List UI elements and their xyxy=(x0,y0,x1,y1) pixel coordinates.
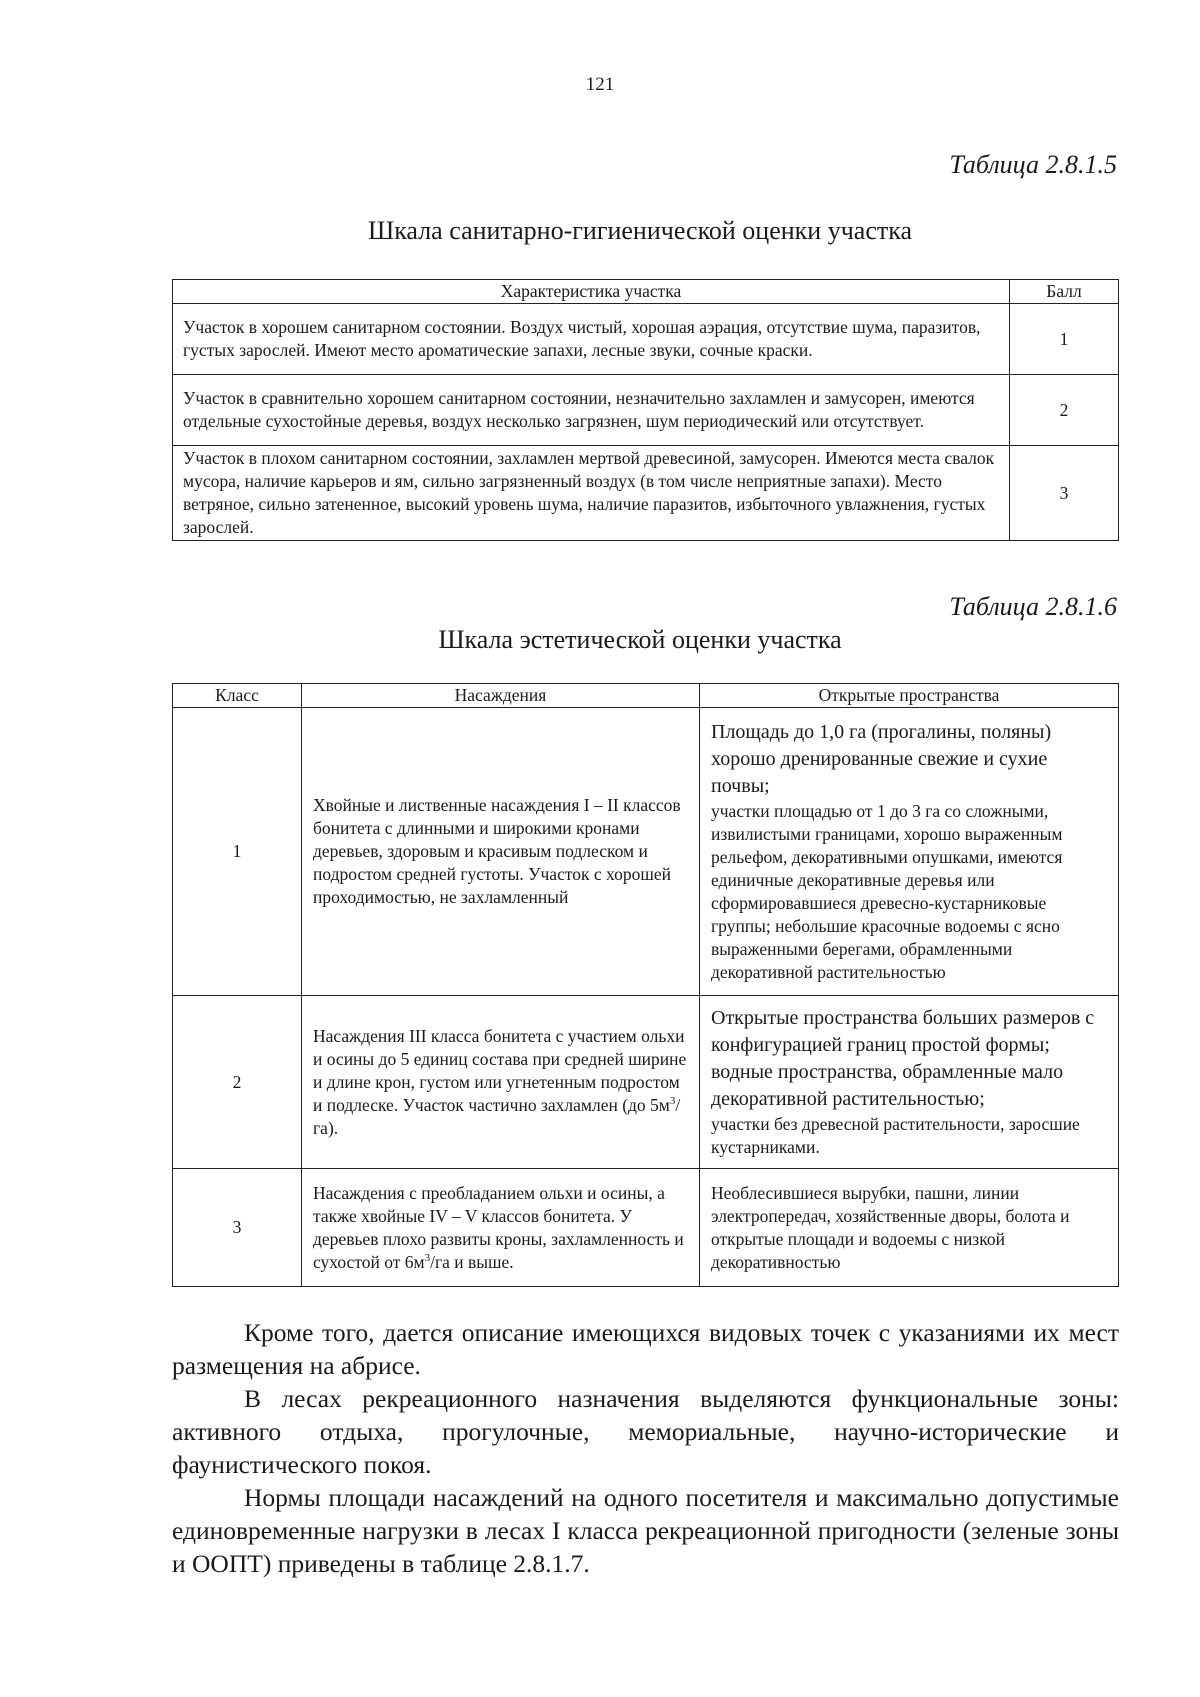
table-row xyxy=(173,375,1119,446)
paragraph: В лесах рекреационного назначения выделяются функциональные зоны: активного отдыха, прогулочные, мемориальные, научно-исторические и фаунистического покоя. xyxy=(172,1384,1119,1479)
body-text xyxy=(172,1316,1119,1580)
open-spaces-primary-text: Открытые пространства больших размеров с конфигурацией границ простой формы; водные пространства, обрамленные мало декоративной растительностью; xyxy=(711,1007,1095,1110)
class-cell: 2 xyxy=(173,996,302,1169)
cubic-superscript: 3 xyxy=(424,1251,431,1264)
column-header-class: Класс xyxy=(173,684,302,708)
table-row xyxy=(173,708,1119,996)
cubic-superscript: 3 xyxy=(669,1094,676,1107)
table-row xyxy=(173,446,1119,541)
plantings-cell xyxy=(302,1169,700,1287)
paragraph: Кроме того, дается описание имеющихся видовых точек с указаниями их мест размещения на абрисе. xyxy=(172,1318,1119,1380)
aesthetic-assessment-table xyxy=(172,683,1119,1287)
score-cell: 3 xyxy=(1010,446,1119,541)
table-2815-label: Таблица 2.8.1.5 xyxy=(949,150,1117,179)
table-2816-title: Шкала эстетической оценки участка xyxy=(438,625,842,654)
column-header-score: Балл xyxy=(1010,280,1119,304)
characteristic-cell: Участок в хорошем санитарном состоянии. Воздух чистый, хорошая аэрация, отсутствие шума, паразитов, густых зарослей. Имеют место ароматические запахи, лесные звуки, сочные краски. xyxy=(173,304,1010,375)
open-spaces-secondary-text: участки без древесной растительности, заросшие кустарниками. xyxy=(711,1114,1080,1157)
characteristic-cell: Участок в сравнительно хорошем санитарном состоянии, незначительно захламлен и замусорен, имеются отдельные сухостойные деревья, воздух несколько загрязнен, шум периодический или отсутствует. xyxy=(173,375,1010,446)
column-header-plantings: Насаждения xyxy=(302,684,700,708)
table-row xyxy=(173,996,1119,1169)
plantings-text: Насаждения III класса бонитета с участием ольхи и осины до 5 единиц состава при средней ширине и длине крон, густом или угнетенным подростом и подлеске. Участок частично захламлен (до 5м xyxy=(313,1025,687,1115)
table-2816-label: Таблица 2.8.1.6 xyxy=(949,592,1117,621)
plantings-text: Насаждения с преобладанием ольхи и осины, а также хвойные IV – V классов бонитета. У деревьев плохо развиты кроны, захламленность и сухостой от 6м xyxy=(313,1182,684,1272)
class-cell: 1 xyxy=(173,708,302,996)
table-2815-title: Шкала санитарно-гигиенической оценки участка xyxy=(367,216,913,245)
plantings-text-tail: /га и выше. xyxy=(430,1251,514,1272)
plantings-cell: Хвойные и лиственные насаждения I – II классов бонитета с длинными и широкими кронами деревьев, здоровым и красивым подлеском и подростом средней густоты. Участок с хорошей проходимостью, не захламленный xyxy=(302,708,700,996)
open-spaces-secondary-text: участки площадью от 1 до 3 га со сложными, извилистыми границами, хорошо выраженным рельефом, декоративными опушками, имеются единичные декоративные деревья или сформировавшиеся древесно-кустарниковые группы; небольшие красочные водоемы с ясно выраженными берегами, обрамленными декоративной растительностью xyxy=(711,801,1063,982)
class-cell: 3 xyxy=(173,1169,302,1287)
plantings-text-tail: /га). xyxy=(313,1094,681,1138)
table-row xyxy=(173,1169,1119,1287)
table-header-row xyxy=(173,684,1119,708)
page-number: 121 xyxy=(585,74,615,95)
open-spaces-cell xyxy=(700,708,1119,996)
open-spaces-cell xyxy=(700,996,1119,1169)
paragraph: Нормы площади насаждений на одного посетителя и максимально допустимые единовременные нагрузки в лесах I класса рекреационной пригодности (зеленые зоны и ООПТ) приведены в таблице 2.8.1.7. xyxy=(172,1483,1119,1578)
open-spaces-cell xyxy=(700,1169,1119,1287)
plantings-cell xyxy=(302,996,700,1169)
open-spaces-secondary-text: Необлесившиеся вырубки, пашни, линии электропередач, хозяйственные дворы, болота и открытые площади и водоемы с низкой декоративностью xyxy=(711,1182,1070,1272)
open-spaces-primary-text: Площадь до 1,0 га (прогалины, поляны) хорошо дренированные свежие и сухие почвы; xyxy=(711,721,1052,797)
characteristic-cell: Участок в плохом санитарном состоянии, захламлен мертвой древесиной, замусорен. Имеются места свалок мусора, наличие карьеров и ям, сильно загрязненный воздух (в том числе неприятные запахи). Место ветряное, сильно затененное, высокий уровень шума, наличие паразитов, избыточного увлажнения, густых зарослей. xyxy=(173,446,1010,541)
table-header-row xyxy=(173,280,1119,304)
column-header-open-spaces: Открытые пространства xyxy=(700,684,1119,708)
score-cell: 1 xyxy=(1010,304,1119,375)
table-row xyxy=(173,304,1119,375)
sanitary-assessment-table xyxy=(172,279,1119,541)
column-header-characteristic: Характеристика участка xyxy=(173,280,1010,304)
score-cell: 2 xyxy=(1010,375,1119,446)
